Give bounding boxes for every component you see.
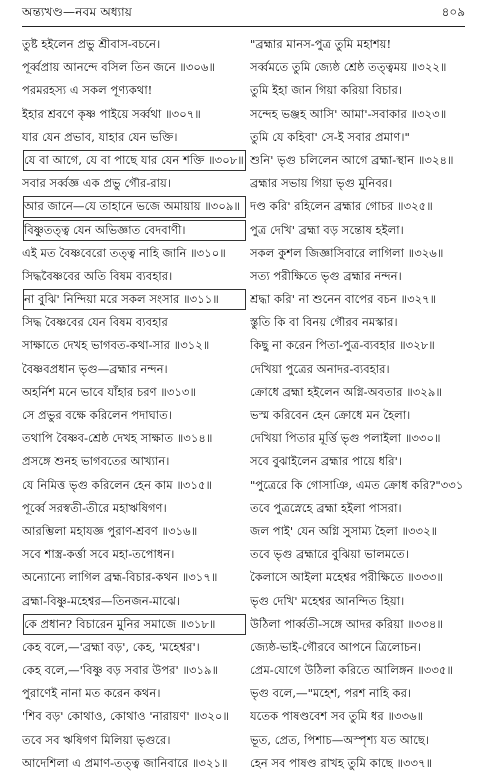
verse-line: জল পাই' যেন অগ্নি সুসাম্য হৈলা ॥৩৩২॥: [250, 523, 438, 538]
verse-line: তুমি যে কহিবা' সে-ই সবার প্রমাণ।": [250, 129, 410, 144]
verse-line: সবার সর্ব্বজ্ঞ এক প্রভু গৌর-রায়।: [22, 176, 171, 191]
verse-line: সর্ব্বমতে তুমি জ্যেষ্ঠ শ্রেষ্ঠ তত্ত্বময় ॥৩২২॥: [250, 60, 447, 75]
verse-line: পূর্ব্বপ্রায় আনন্দে বসিল তিন জনে ॥৩০৬॥: [22, 60, 216, 75]
right-column: [250, 33, 472, 775]
verse-line: ভস্ম করিবেন হেন ক্রোধে মন হৈলা।: [250, 408, 411, 422]
verse-line: কিছু না করেন পিতা-পুত্র-ব্যবহার ॥৩২৮॥: [250, 338, 435, 353]
verse-line: তুষ্ট হইলেন প্রভু শ্রীবাস-বচনে।: [22, 37, 161, 51]
verse-line: যার যেন প্রভাব, যাহার যেন ভক্তি।: [22, 129, 178, 144]
verse-line: দণ্ড করি' রহিলেন ব্রহ্মার গোচর ॥৩২৫॥: [250, 199, 433, 214]
verse-line: যতেক পাষণ্ডবেশ সব তুমি ধর ॥৩৩৬॥: [250, 709, 424, 724]
verse-line: দেখিয়া পুত্রের অনাদর-ব্যবহার।: [250, 361, 390, 376]
verse-line: ভৃগু দেখি' মহেশ্বর আনন্দিত হিয়া।: [250, 593, 405, 608]
verse-line: স্তুতি কি বা বিনয় গৌরব নমস্কার।: [250, 315, 398, 330]
verse-line: কেহ বলে,—'ব্রহ্মা বড়', কেহ, 'মহেশ্বর'।: [22, 639, 200, 654]
verse-line: শুনি' ভৃগু চলিলেন আগে ব্রহ্মা-স্থান ॥৩২৪॥: [250, 152, 454, 167]
verse-line-boxed: আর জানে—যে তাহানে ভজে অমায়ায় ॥৩০৯॥: [22, 195, 247, 218]
verse-line: পুরাণেই নানা মত করেন কথন।: [22, 686, 161, 701]
verse-line: তবে পুত্রস্নেহে ব্রহ্মা হইলা পাসরা।: [250, 500, 402, 515]
verse-line: প্রেম-যোগে উঠিলা করিতে আলিঙ্গন ॥৩৩৫॥: [250, 663, 453, 678]
verse-line: শ্রদ্ধা করি' না শুনেন বাপের বচন ॥৩২৭॥: [250, 292, 437, 307]
verse-line: 'শিব বড়' কোথাও, কোথাও 'নারায়ণ' ॥৩২০॥: [22, 709, 229, 724]
verse-line: "ব্রহ্মার মানস-পুত্র তুমি মহাশয়!: [250, 37, 392, 51]
verse-line: কৈলাসে আইলা মহেশ্বর পরীক্ষিতে ॥৩৩৩॥: [250, 570, 443, 585]
verse-line: পূর্ব্বে সরস্বতী-তীরে মহাঋষিগণ।: [22, 500, 167, 515]
verse-line: সে প্রভুর বক্ষে করিলেন পদাঘাত।: [22, 408, 172, 422]
verse-line: ভৃগু বলে,—"মহেশ, পরশ নাহি কর।: [250, 686, 412, 701]
verse-line: বৈষ্ণবপ্রধান ভৃগু—ব্রহ্মার নন্দন।: [22, 361, 168, 376]
verse-line: পুত্র দেখি' ব্রহ্মা বড় সন্তোষ হইলা।: [250, 222, 404, 237]
running-head: অন্ত্যখণ্ড—নবম অধ্যায়: [22, 5, 133, 19]
verse-line: ক্রোধে ব্রহ্মা হইলেন অগ্নি-অবতার ॥৩২৯॥: [250, 384, 442, 399]
verse-line: ইহার শ্রবণে কৃষ্ণ পাইয়ে সর্ব্বথা ॥৩০৭॥: [22, 106, 201, 121]
verse-line: তবে সব ঋষিগণ মিলিয়া ভৃগুরে।: [22, 732, 171, 747]
verse-line: "পুত্রেরে কি গোসাঞি, এমত ক্রোধ করি?"৩৩১: [250, 477, 464, 492]
verse-line: সবে শাস্ত্র-কর্ত্তা সবে মহা-তপোধন।: [22, 547, 175, 562]
verse-line: সকল কুশল জিজ্ঞাসিবারে লাগিলা ॥৩২৬॥: [250, 245, 444, 260]
verse-line: সত্য পরীক্ষিতে ভৃগু ব্রহ্মার নন্দন।: [250, 268, 402, 283]
verse-line-boxed: কে প্রধান? বিচারেন মুনির সমাজে ॥৩১৮॥: [22, 613, 247, 636]
verse-line: তুমি ইহা জান গিয়া করিয়া বিচার।: [250, 83, 403, 98]
verse-line: আদেশিলা এ প্রমাণ-তত্ত্ব জানিবারে ॥৩২১॥: [22, 755, 228, 770]
verse-line: সিদ্ধ বৈষ্ণবের যেন বিষম ব্যবহার: [22, 315, 168, 330]
verse-line: সিদ্ধবৈষ্ণবের অতি বিষম ব্যবহার।: [22, 268, 173, 283]
verse-line: এই মত বৈষ্ণবেরো তত্ত্ব নাহি জানি ॥৩১০॥: [22, 245, 226, 260]
verse-line: তবে ভৃগু ব্রহ্মারে বুঝিয়া ভালমতে।: [250, 547, 409, 562]
verse-line: পরমরহস্য এ সকল পূণ্যকথা!: [22, 83, 153, 98]
verse-line: ভূত, প্রেত, পিশাচ—অস্পৃশ্য যত আছে।: [250, 732, 430, 747]
verse-line: সবে বুঝাইলেন ব্রহ্মার পায়ে ধরি'।: [250, 454, 403, 469]
verse-line: অন্যোন্যে লাগিল ব্রহ্ম-বিচার-কথন ॥৩১৭॥: [22, 570, 218, 585]
verse-line: প্রসঙ্গে শুনহ ভাগবতের আখ্যান।: [22, 454, 170, 469]
verse-line: অহর্নিশ মনে ভাবে যাঁহার চরণ ॥৩১৩॥: [22, 384, 197, 399]
page-header: [22, 4, 465, 27]
verse-line-boxed: বিষ্ণুতত্ত্ব যেন অভিজ্ঞাত বেদবাণী।: [22, 219, 247, 242]
verse-line: ব্রহ্মার সভায় গিয়া ভৃগু মুনিবর।: [250, 176, 393, 191]
verse-line: সন্দেহ ভঞ্জহ আসি' আমা'-সবাকার ॥৩২৩॥: [250, 106, 447, 121]
verse-line-boxed: যে বা আগে, যে বা পাছে যার যেন শক্তি ॥৩০৮॥: [22, 149, 247, 172]
verse-line: উঠিলা পার্ব্বতী-সঙ্গে আদর করিয়া ॥৩৩৪॥: [250, 616, 443, 631]
verse-line: কেহ বলে,—'বিষ্ণু বড় সবার উপর' ॥৩১৯॥: [22, 663, 219, 678]
verse-line: তথাপি বৈষ্ণব-শ্রেষ্ঠ দেখহ সাক্ষাত ॥৩১৪॥: [22, 431, 213, 446]
verse-line-boxed: না বুঝি' নিন্দিয়া মরে সকল সংসার ॥৩১১॥: [22, 288, 247, 311]
verse-line: ব্রহ্মা-বিষ্ণু-মহেশ্বর—তিনজন-মাঝে।: [22, 593, 181, 608]
verse-line: জ্যেষ্ঠ-ভাই-গৌরবে আপনে ত্রিলোচন।: [250, 639, 422, 654]
page-number: ৪০৯: [441, 5, 465, 19]
verse-line: যে নিমিত্ত ভৃগু করিলেন হেন কাম ॥৩১৫॥: [22, 477, 213, 492]
verse-line: আরম্ভিলা মহাযজ্ঞ পুরাণ-শ্রবণ ॥৩১৬॥: [22, 523, 198, 538]
verse-line: সাক্ষাতে দেখহ ভাগবত-কথা-সার ॥৩১২॥: [22, 338, 210, 353]
verse-line: দেখিয়া পিতার মূর্ত্তি ভৃগু পলাইলা ॥৩৩০॥: [250, 431, 441, 446]
verse-line: হেন সব পাষণ্ড রাখহ তুমি কাছে ॥৩৩৭॥: [250, 755, 433, 770]
left-column: [22, 33, 247, 775]
